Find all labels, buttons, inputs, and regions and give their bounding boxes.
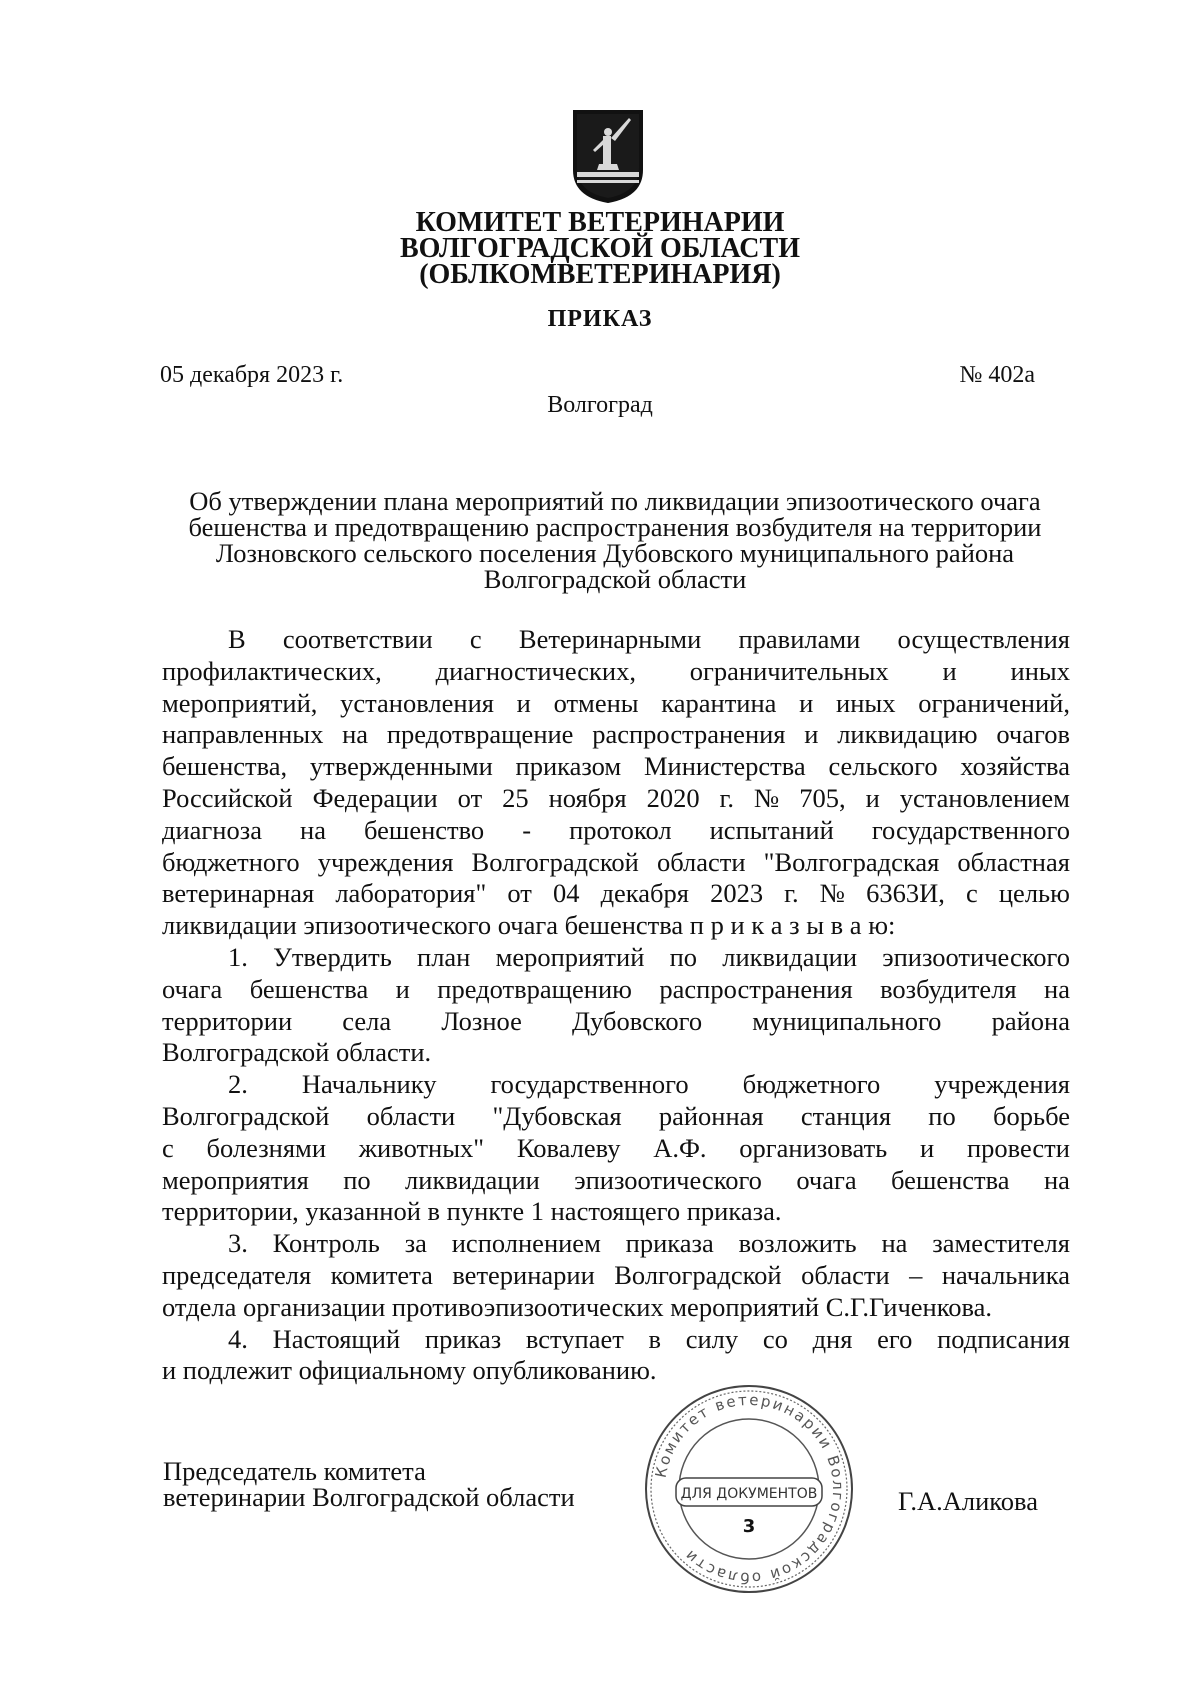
body-word: за	[404, 1228, 427, 1259]
subject-line: Лозновского сельского поселения Дубовского муниципального района	[215, 538, 1015, 568]
body-word: Волгоградской	[471, 846, 639, 877]
body-word: ликвидации	[405, 1164, 540, 1195]
body-word: на	[1043, 1164, 1070, 1195]
body-word: и	[865, 782, 880, 813]
body-word: –	[909, 1259, 923, 1290]
body-word: учреждения	[317, 846, 454, 877]
body-word: Министерства	[643, 751, 806, 782]
body-word: 6363И,	[866, 878, 945, 909]
body-word: Федерации	[312, 782, 438, 813]
document-number: № 402а	[959, 362, 1035, 388]
body-word: утвержденными	[309, 751, 493, 782]
body-line-text: отдела организации противоэпизоотических мероприятий С.Г.Гиченкова.	[162, 1291, 993, 1322]
body-word: и	[942, 655, 957, 686]
document-subject	[160, 488, 1070, 592]
body-word: села	[342, 1005, 392, 1036]
document-date: 05 декабря 2023 г.	[160, 362, 344, 388]
body-word: области	[656, 846, 746, 877]
body-word: "Дубовская	[492, 1100, 622, 1131]
body-word: правилами	[738, 624, 861, 654]
document-city: Волгоград	[547, 392, 653, 418]
body-line	[162, 1101, 1070, 1133]
body-word: мероприятий,	[162, 687, 318, 718]
body-line	[162, 719, 1070, 751]
body-line	[162, 942, 1070, 974]
org-line-2: ВОЛГОГРАДСКОЙ ОБЛАСТИ	[400, 233, 800, 264]
subject-line: Об утверждении плана мероприятий по ликвидации эпизоотического очага	[189, 486, 1041, 516]
body-word: мероприятия	[162, 1164, 309, 1195]
body-word: осуществления	[897, 624, 1070, 654]
body-word: 1.	[228, 941, 248, 972]
body-word: г.	[784, 878, 799, 909]
body-word: Лозное	[441, 1005, 522, 1036]
body-word: Волгоградской	[162, 1100, 330, 1131]
body-word: предотвращение	[386, 719, 574, 750]
body-line	[162, 1037, 1070, 1069]
body-word: бешенства	[891, 1164, 1010, 1195]
body-word: на	[1044, 973, 1070, 1004]
body-word: с	[162, 1132, 174, 1163]
body-word: учреждения	[934, 1069, 1070, 1100]
body-word: комитета	[330, 1259, 433, 1290]
body-word: бешенства	[249, 973, 369, 1004]
body-word: 3.	[228, 1228, 248, 1259]
body-word: В	[228, 624, 246, 654]
body-word: предотвращению	[437, 973, 632, 1004]
seal-center-text: ДЛЯ ДОКУМЕНТОВ	[680, 1486, 818, 1502]
body-word: бешенства,	[162, 751, 288, 782]
body-word: с	[469, 624, 482, 654]
body-word: 4.	[228, 1323, 248, 1354]
body-word: карантина	[661, 687, 777, 718]
body-word: района	[991, 1005, 1070, 1036]
body-word: заместителя	[932, 1228, 1070, 1259]
body-line	[162, 1006, 1070, 1038]
body-word: области	[366, 1100, 456, 1131]
body-word: возложить	[738, 1228, 857, 1259]
body-word: и	[804, 719, 819, 750]
body-word: целью	[998, 878, 1070, 909]
body-word: соответствии	[282, 624, 433, 654]
body-word: 705,	[799, 782, 846, 813]
body-word: эпизоотического	[882, 941, 1070, 972]
body-word: Волгоградской	[614, 1259, 782, 1290]
signatory-position	[163, 1458, 575, 1510]
body-word: декабря	[600, 878, 689, 909]
body-word: хозяйства	[960, 751, 1070, 782]
body-line-text: территории, указанной в пункте 1 настоящего приказа.	[162, 1196, 782, 1227]
body-word: №	[819, 878, 846, 909]
body-word: Настоящий	[272, 1323, 401, 1354]
body-word: возбудителя	[880, 973, 1017, 1004]
body-word: установления	[340, 687, 494, 718]
body-line	[162, 815, 1070, 847]
body-word: ветеринарная	[162, 878, 315, 909]
body-word: диагноза	[162, 814, 262, 845]
body-word: очага	[796, 1164, 857, 1195]
body-word: "Волгоградская	[763, 846, 940, 877]
body-word: протокол	[569, 814, 672, 845]
body-word: ликвидации	[722, 941, 858, 972]
body-word: лаборатория"	[335, 878, 487, 909]
body-word: Утвердить	[273, 941, 392, 972]
body-word: распространения	[592, 719, 786, 750]
body-word: на	[881, 1228, 908, 1259]
body-word: вступает	[525, 1323, 624, 1354]
body-line-text: и подлежит официальному опубликованию.	[162, 1355, 657, 1386]
body-word: от	[457, 782, 483, 813]
body-word: иных	[1010, 655, 1070, 686]
body-line	[162, 1228, 1070, 1260]
body-word: А.Ф.	[653, 1132, 707, 1163]
body-line	[162, 783, 1070, 815]
subject-line: Волгоградской области	[483, 564, 747, 594]
body-word: начальника	[941, 1259, 1070, 1290]
body-word: направленных	[162, 719, 324, 750]
body-word: бюджетного	[742, 1069, 881, 1100]
body-line-text: Волгоградской области.	[162, 1037, 432, 1068]
body-line	[162, 847, 1070, 879]
body-word: распространения	[659, 973, 853, 1004]
body-word: профилактических,	[162, 655, 382, 686]
body-word: и	[920, 1132, 935, 1163]
body-line	[162, 656, 1070, 688]
body-word: Контроль	[272, 1228, 380, 1259]
body-word: план	[417, 941, 471, 972]
body-word: ограничительных	[689, 655, 889, 686]
body-word: государственного	[490, 1069, 689, 1100]
body-word: эпизоотического	[574, 1164, 762, 1195]
org-line-3: (ОБЛКОМВЕТЕРИНАРИЯ)	[419, 259, 781, 290]
body-word: №	[753, 782, 780, 813]
body-word: установлением	[899, 782, 1070, 813]
body-word: муниципального	[752, 1005, 942, 1036]
body-word: 2.	[228, 1069, 248, 1100]
body-word: бешенство	[364, 814, 485, 845]
signatory-position-line: Председатель комитета	[163, 1456, 426, 1486]
body-word: Дубовского	[572, 1005, 703, 1036]
body-word: Ветеринарными	[518, 624, 702, 654]
body-word: ограничений,	[918, 687, 1070, 718]
body-word: провести	[966, 1132, 1070, 1163]
subject-line: бешенства и предотвращению распространения возбудителя на территории	[188, 512, 1042, 542]
body-line	[162, 1260, 1070, 1292]
body-word: животных"	[358, 1132, 485, 1163]
body-word: отмены	[553, 687, 639, 718]
body-word: 04	[552, 878, 580, 909]
body-word: подписания	[937, 1323, 1070, 1354]
body-line	[162, 1069, 1070, 1101]
body-word: государственного	[871, 814, 1070, 845]
volgograd-coat-of-arms-icon	[571, 108, 645, 204]
body-line	[162, 1355, 1070, 1387]
body-word: станция	[800, 1100, 892, 1131]
body-line	[162, 1324, 1070, 1356]
signatory-name: Г.А.Аликова	[898, 1486, 1038, 1516]
body-line	[162, 688, 1070, 720]
body-word: по	[928, 1100, 956, 1131]
body-word: на	[342, 719, 369, 750]
body-word: испытаний	[709, 814, 834, 845]
document-type-title: ПРИКАЗ	[547, 306, 653, 332]
body-word: приказ	[424, 1323, 502, 1354]
body-word: г.	[719, 782, 735, 813]
body-word: силу	[685, 1323, 739, 1354]
body-line-text: ликвидации эпизоотического очага бешенства п р и к а з ы в а ю:	[162, 910, 896, 941]
body-word: сельского	[828, 751, 938, 782]
body-word: районная	[658, 1100, 764, 1131]
body-word: от	[507, 878, 532, 909]
body-word: очага	[162, 973, 223, 1004]
body-line	[162, 878, 1070, 910]
body-word: и	[395, 973, 410, 1004]
body-word: иных	[836, 687, 896, 718]
body-word: по	[669, 941, 698, 972]
body-line	[162, 1133, 1070, 1165]
body-line	[162, 1196, 1070, 1228]
body-line	[162, 751, 1070, 783]
body-word: территории	[162, 1005, 293, 1036]
seal-ring-text: Комитет ветеринарии Волгоградской области	[651, 1390, 848, 1588]
body-word: очагов	[996, 719, 1070, 750]
body-word: борьбе	[993, 1100, 1070, 1131]
body-line	[162, 1292, 1070, 1324]
official-seal-stamp	[642, 1382, 856, 1596]
body-word: Начальнику	[301, 1069, 437, 1100]
organization-header	[0, 207, 1200, 290]
body-word: и	[516, 687, 531, 718]
body-word: ветеринарии	[452, 1259, 595, 1290]
body-line	[162, 624, 1070, 656]
body-word: диагностических,	[435, 655, 636, 686]
document-body	[162, 624, 1070, 1387]
body-word: ликвидацию	[837, 719, 978, 750]
body-word: приказа	[625, 1228, 714, 1259]
body-line	[162, 1165, 1070, 1197]
body-word: в	[648, 1323, 662, 1354]
body-word: приказом	[515, 751, 622, 782]
body-word: 2020	[646, 782, 700, 813]
body-word: по	[343, 1164, 371, 1195]
body-word: ноября	[548, 782, 627, 813]
org-line-1: КОМИТЕТ ВЕТЕРИНАРИИ	[415, 207, 785, 238]
body-word: 25	[502, 782, 529, 813]
body-word: Ковалеву	[516, 1132, 621, 1163]
body-word: с	[966, 878, 978, 909]
body-word: мероприятий	[495, 941, 645, 972]
body-word: болезнями	[206, 1132, 326, 1163]
body-word: его	[877, 1323, 913, 1354]
body-word: на	[300, 814, 326, 845]
body-word: области	[801, 1259, 890, 1290]
body-word: со	[762, 1323, 788, 1354]
seal-number: 3	[742, 1516, 756, 1537]
body-word: дня	[812, 1323, 853, 1354]
signatory-position-line: ветеринарии Волгоградской области	[163, 1482, 575, 1512]
body-word: и	[799, 687, 814, 718]
body-word: областная	[957, 846, 1070, 877]
body-word: организовать	[739, 1132, 888, 1163]
body-word: бюджетного	[162, 846, 300, 877]
body-line	[162, 910, 1070, 942]
body-word: -	[522, 814, 532, 845]
body-word: Российской	[162, 782, 293, 813]
body-word: председателя	[162, 1259, 312, 1290]
body-word: 2023	[710, 878, 764, 909]
body-word: исполнением	[451, 1228, 601, 1259]
body-line	[162, 974, 1070, 1006]
